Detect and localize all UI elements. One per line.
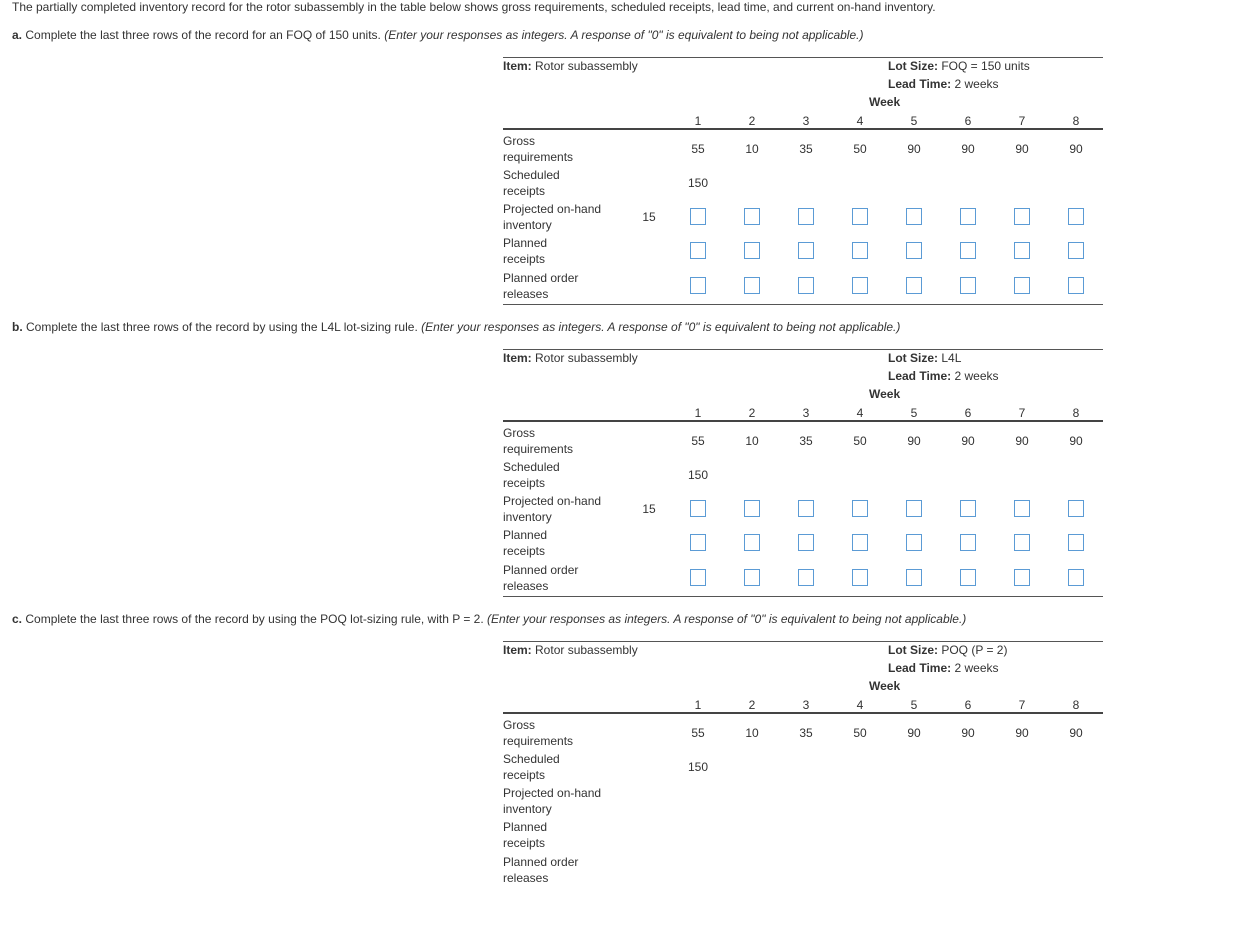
week-number: 3 xyxy=(802,698,810,712)
week-number: 4 xyxy=(856,406,864,420)
planned-order-release-input[interactable] xyxy=(852,569,868,586)
planned-receipt-input[interactable] xyxy=(798,534,814,551)
row-label-sched: Scheduled receipts xyxy=(503,752,560,782)
question-a xyxy=(12,28,863,42)
lead-time-value: 2 weeks xyxy=(954,369,999,383)
question-instruction: (Enter your responses as integers. A response of "0" is equivalent to being not applicable.) xyxy=(487,612,967,626)
week-number: 3 xyxy=(802,114,810,128)
gross-requirement-value: 35 xyxy=(799,142,813,156)
week-header: Week xyxy=(869,387,901,401)
scheduled-receipt-value: 150 xyxy=(687,760,709,774)
record-top-rule xyxy=(503,641,1103,642)
row-label-sched: Scheduled receipts xyxy=(503,460,560,490)
planned-order-release-input[interactable] xyxy=(798,569,814,586)
week-number: 1 xyxy=(694,114,702,128)
lot-size xyxy=(888,643,1007,657)
record-top-rule xyxy=(503,57,1103,58)
week-number: 8 xyxy=(1072,406,1080,420)
projected-on-hand-input[interactable] xyxy=(798,208,814,225)
record-bottom-rule xyxy=(503,304,1103,305)
item-value: Rotor subassembly xyxy=(535,59,638,73)
gross-requirement-value: 50 xyxy=(853,142,867,156)
inventory-record-c xyxy=(503,641,1103,941)
week-number: 7 xyxy=(1018,406,1026,420)
gross-requirement-value: 90 xyxy=(907,726,921,740)
planned-order-release-input[interactable] xyxy=(690,569,706,586)
projected-on-hand-input[interactable] xyxy=(1014,208,1030,225)
planned-receipt-input[interactable] xyxy=(690,242,706,259)
week-number: 5 xyxy=(910,114,918,128)
planned-order-release-input[interactable] xyxy=(1014,569,1030,586)
gross-requirement-value: 90 xyxy=(961,726,975,740)
row-label-planned: Planned receipts xyxy=(503,820,548,850)
lot-size-label: Lot Size: xyxy=(888,59,938,73)
week-number: 5 xyxy=(910,698,918,712)
question-text: Complete the last three rows of the record by using the L4L lot-sizing rule. xyxy=(26,320,418,334)
lot-size-value: FOQ = 150 units xyxy=(941,59,1030,73)
lot-size xyxy=(888,59,1030,73)
planned-receipt-input[interactable] xyxy=(744,242,760,259)
row-label-gross: Gross requirements xyxy=(503,134,574,164)
scheduled-receipt-value: 150 xyxy=(687,176,709,190)
gross-requirement-value: 55 xyxy=(691,434,705,448)
projected-on-hand-input[interactable] xyxy=(960,208,976,225)
planned-receipt-input[interactable] xyxy=(906,534,922,551)
planned-receipt-input[interactable] xyxy=(852,242,868,259)
record-bottom-rule xyxy=(503,596,1103,597)
projected-on-hand-input[interactable] xyxy=(906,208,922,225)
lot-size-value: POQ (P = 2) xyxy=(941,643,1008,657)
lead-time-value: 2 weeks xyxy=(954,661,999,675)
planned-order-release-input[interactable] xyxy=(1068,277,1084,294)
item-value: Rotor subassembly xyxy=(535,643,638,657)
row-label-planned: Planned receipts xyxy=(503,528,548,558)
week-number: 4 xyxy=(856,698,864,712)
row-label-gross: Gross requirements xyxy=(503,718,574,748)
lot-size-label: Lot Size: xyxy=(888,643,938,657)
inventory-record-b xyxy=(503,349,1103,649)
projected-on-hand-input[interactable] xyxy=(852,500,868,517)
current-on-hand: 15 xyxy=(642,210,656,224)
lot-size xyxy=(888,351,961,365)
row-label-release: Planned order releases xyxy=(503,563,579,593)
planned-order-release-input[interactable] xyxy=(744,277,760,294)
gross-requirement-value: 10 xyxy=(745,142,759,156)
planned-order-release-input[interactable] xyxy=(906,277,922,294)
planned-order-release-input[interactable] xyxy=(906,569,922,586)
gross-requirement-value: 90 xyxy=(1015,434,1029,448)
lead-time-value: 2 weeks xyxy=(954,77,999,91)
gross-requirement-value: 90 xyxy=(1015,142,1029,156)
gross-requirement-value: 90 xyxy=(961,142,975,156)
row-label-release: Planned order releases xyxy=(503,271,579,301)
week-number: 6 xyxy=(964,114,972,128)
lot-size-label: Lot Size: xyxy=(888,351,938,365)
scheduled-receipt-value: 150 xyxy=(687,468,709,482)
planned-receipt-input[interactable] xyxy=(960,242,976,259)
planned-order-release-input[interactable] xyxy=(1014,277,1030,294)
planned-receipt-input[interactable] xyxy=(1068,242,1084,259)
row-label-proj: Projected on-hand inventory xyxy=(503,494,602,524)
planned-receipt-input[interactable] xyxy=(1068,534,1084,551)
week-number: 4 xyxy=(856,114,864,128)
inventory-record-a xyxy=(503,57,1103,357)
current-on-hand: 15 xyxy=(642,502,656,516)
planned-order-release-input[interactable] xyxy=(690,277,706,294)
projected-on-hand-input[interactable] xyxy=(906,500,922,517)
record-item xyxy=(503,643,638,657)
question-instruction: (Enter your responses as integers. A response of "0" is equivalent to being not applicable.) xyxy=(384,28,864,42)
gross-requirement-value: 90 xyxy=(1069,726,1083,740)
lead-time-label: Lead Time: xyxy=(888,77,952,91)
row-label-planned: Planned receipts xyxy=(503,236,548,266)
gross-requirement-value: 50 xyxy=(853,434,867,448)
item-label: Item: xyxy=(503,351,532,365)
item-value: Rotor subassembly xyxy=(535,351,638,365)
row-label-proj: Projected on-hand inventory xyxy=(503,202,602,232)
week-number: 8 xyxy=(1072,698,1080,712)
week-number: 6 xyxy=(964,698,972,712)
week-header: Week xyxy=(869,95,901,109)
gross-requirement-value: 90 xyxy=(1069,142,1083,156)
record-item xyxy=(503,351,638,365)
lot-size-value: L4L xyxy=(941,351,962,365)
lead-time xyxy=(888,77,999,91)
header-rule xyxy=(503,420,1103,422)
projected-on-hand-input[interactable] xyxy=(1068,208,1084,225)
gross-requirement-value: 35 xyxy=(799,434,813,448)
planned-receipt-input[interactable] xyxy=(852,534,868,551)
gross-requirement-value: 10 xyxy=(745,434,759,448)
row-label-gross: Gross requirements xyxy=(503,426,574,456)
record-item xyxy=(503,59,638,73)
projected-on-hand-input[interactable] xyxy=(744,208,760,225)
week-number: 1 xyxy=(694,698,702,712)
planned-order-release-input[interactable] xyxy=(1068,569,1084,586)
projected-on-hand-input[interactable] xyxy=(798,500,814,517)
lead-time-label: Lead Time: xyxy=(888,661,952,675)
planned-receipt-input[interactable] xyxy=(798,242,814,259)
planned-receipt-input[interactable] xyxy=(690,534,706,551)
record-top-rule xyxy=(503,349,1103,350)
question-label: b. xyxy=(12,320,23,334)
planned-order-release-input[interactable] xyxy=(798,277,814,294)
gross-requirement-value: 90 xyxy=(961,434,975,448)
question-label: a. xyxy=(12,28,23,42)
gross-requirement-value: 90 xyxy=(1069,434,1083,448)
planned-order-release-input[interactable] xyxy=(960,277,976,294)
header-rule xyxy=(503,128,1103,130)
week-number: 6 xyxy=(964,406,972,420)
projected-on-hand-input[interactable] xyxy=(1014,500,1030,517)
gross-requirement-value: 35 xyxy=(799,726,813,740)
week-header: Week xyxy=(869,679,901,693)
week-number: 7 xyxy=(1018,698,1026,712)
question-instruction: (Enter your responses as integers. A response of "0" is equivalent to being not applicable.) xyxy=(421,320,901,334)
row-label-proj: Projected on-hand inventory xyxy=(503,786,602,816)
lead-time xyxy=(888,661,999,675)
projected-on-hand-input[interactable] xyxy=(744,500,760,517)
planned-order-release-input[interactable] xyxy=(960,569,976,586)
projected-on-hand-input[interactable] xyxy=(690,500,706,517)
projected-on-hand-input[interactable] xyxy=(960,500,976,517)
header-rule xyxy=(503,712,1103,714)
projected-on-hand-input[interactable] xyxy=(690,208,706,225)
planned-order-release-input[interactable] xyxy=(852,277,868,294)
problem-intro: The partially completed inventory record for the rotor subassembly in the table below shows gross requirements, scheduled receipts, lead time, and current on-hand inventory. xyxy=(12,0,936,14)
gross-requirement-value: 90 xyxy=(1015,726,1029,740)
projected-on-hand-input[interactable] xyxy=(852,208,868,225)
item-label: Item: xyxy=(503,59,532,73)
gross-requirement-value: 10 xyxy=(745,726,759,740)
question-text: Complete the last three rows of the record for an FOQ of 150 units. xyxy=(25,28,381,42)
planned-receipt-input[interactable] xyxy=(960,534,976,551)
gross-requirement-value: 55 xyxy=(691,726,705,740)
projected-on-hand-input[interactable] xyxy=(1068,500,1084,517)
gross-requirement-value: 90 xyxy=(907,142,921,156)
planned-receipt-input[interactable] xyxy=(1014,242,1030,259)
planned-order-release-input[interactable] xyxy=(744,569,760,586)
lead-time xyxy=(888,369,999,383)
week-number: 2 xyxy=(748,406,756,420)
row-label-sched: Scheduled receipts xyxy=(503,168,560,198)
week-number: 3 xyxy=(802,406,810,420)
week-number: 8 xyxy=(1072,114,1080,128)
planned-receipt-input[interactable] xyxy=(1014,534,1030,551)
week-number: 2 xyxy=(748,114,756,128)
week-number: 5 xyxy=(910,406,918,420)
lead-time-label: Lead Time: xyxy=(888,369,952,383)
gross-requirement-value: 90 xyxy=(907,434,921,448)
week-number: 7 xyxy=(1018,114,1026,128)
gross-requirement-value: 55 xyxy=(691,142,705,156)
planned-receipt-input[interactable] xyxy=(906,242,922,259)
gross-requirement-value: 50 xyxy=(853,726,867,740)
item-label: Item: xyxy=(503,643,532,657)
question-text: Complete the last three rows of the record by using the POQ lot-sizing rule, with P = 2. xyxy=(25,612,484,626)
week-number: 1 xyxy=(694,406,702,420)
week-number: 2 xyxy=(748,698,756,712)
question-label: c. xyxy=(12,612,23,626)
row-label-release: Planned order releases xyxy=(503,855,579,885)
planned-receipt-input[interactable] xyxy=(744,534,760,551)
